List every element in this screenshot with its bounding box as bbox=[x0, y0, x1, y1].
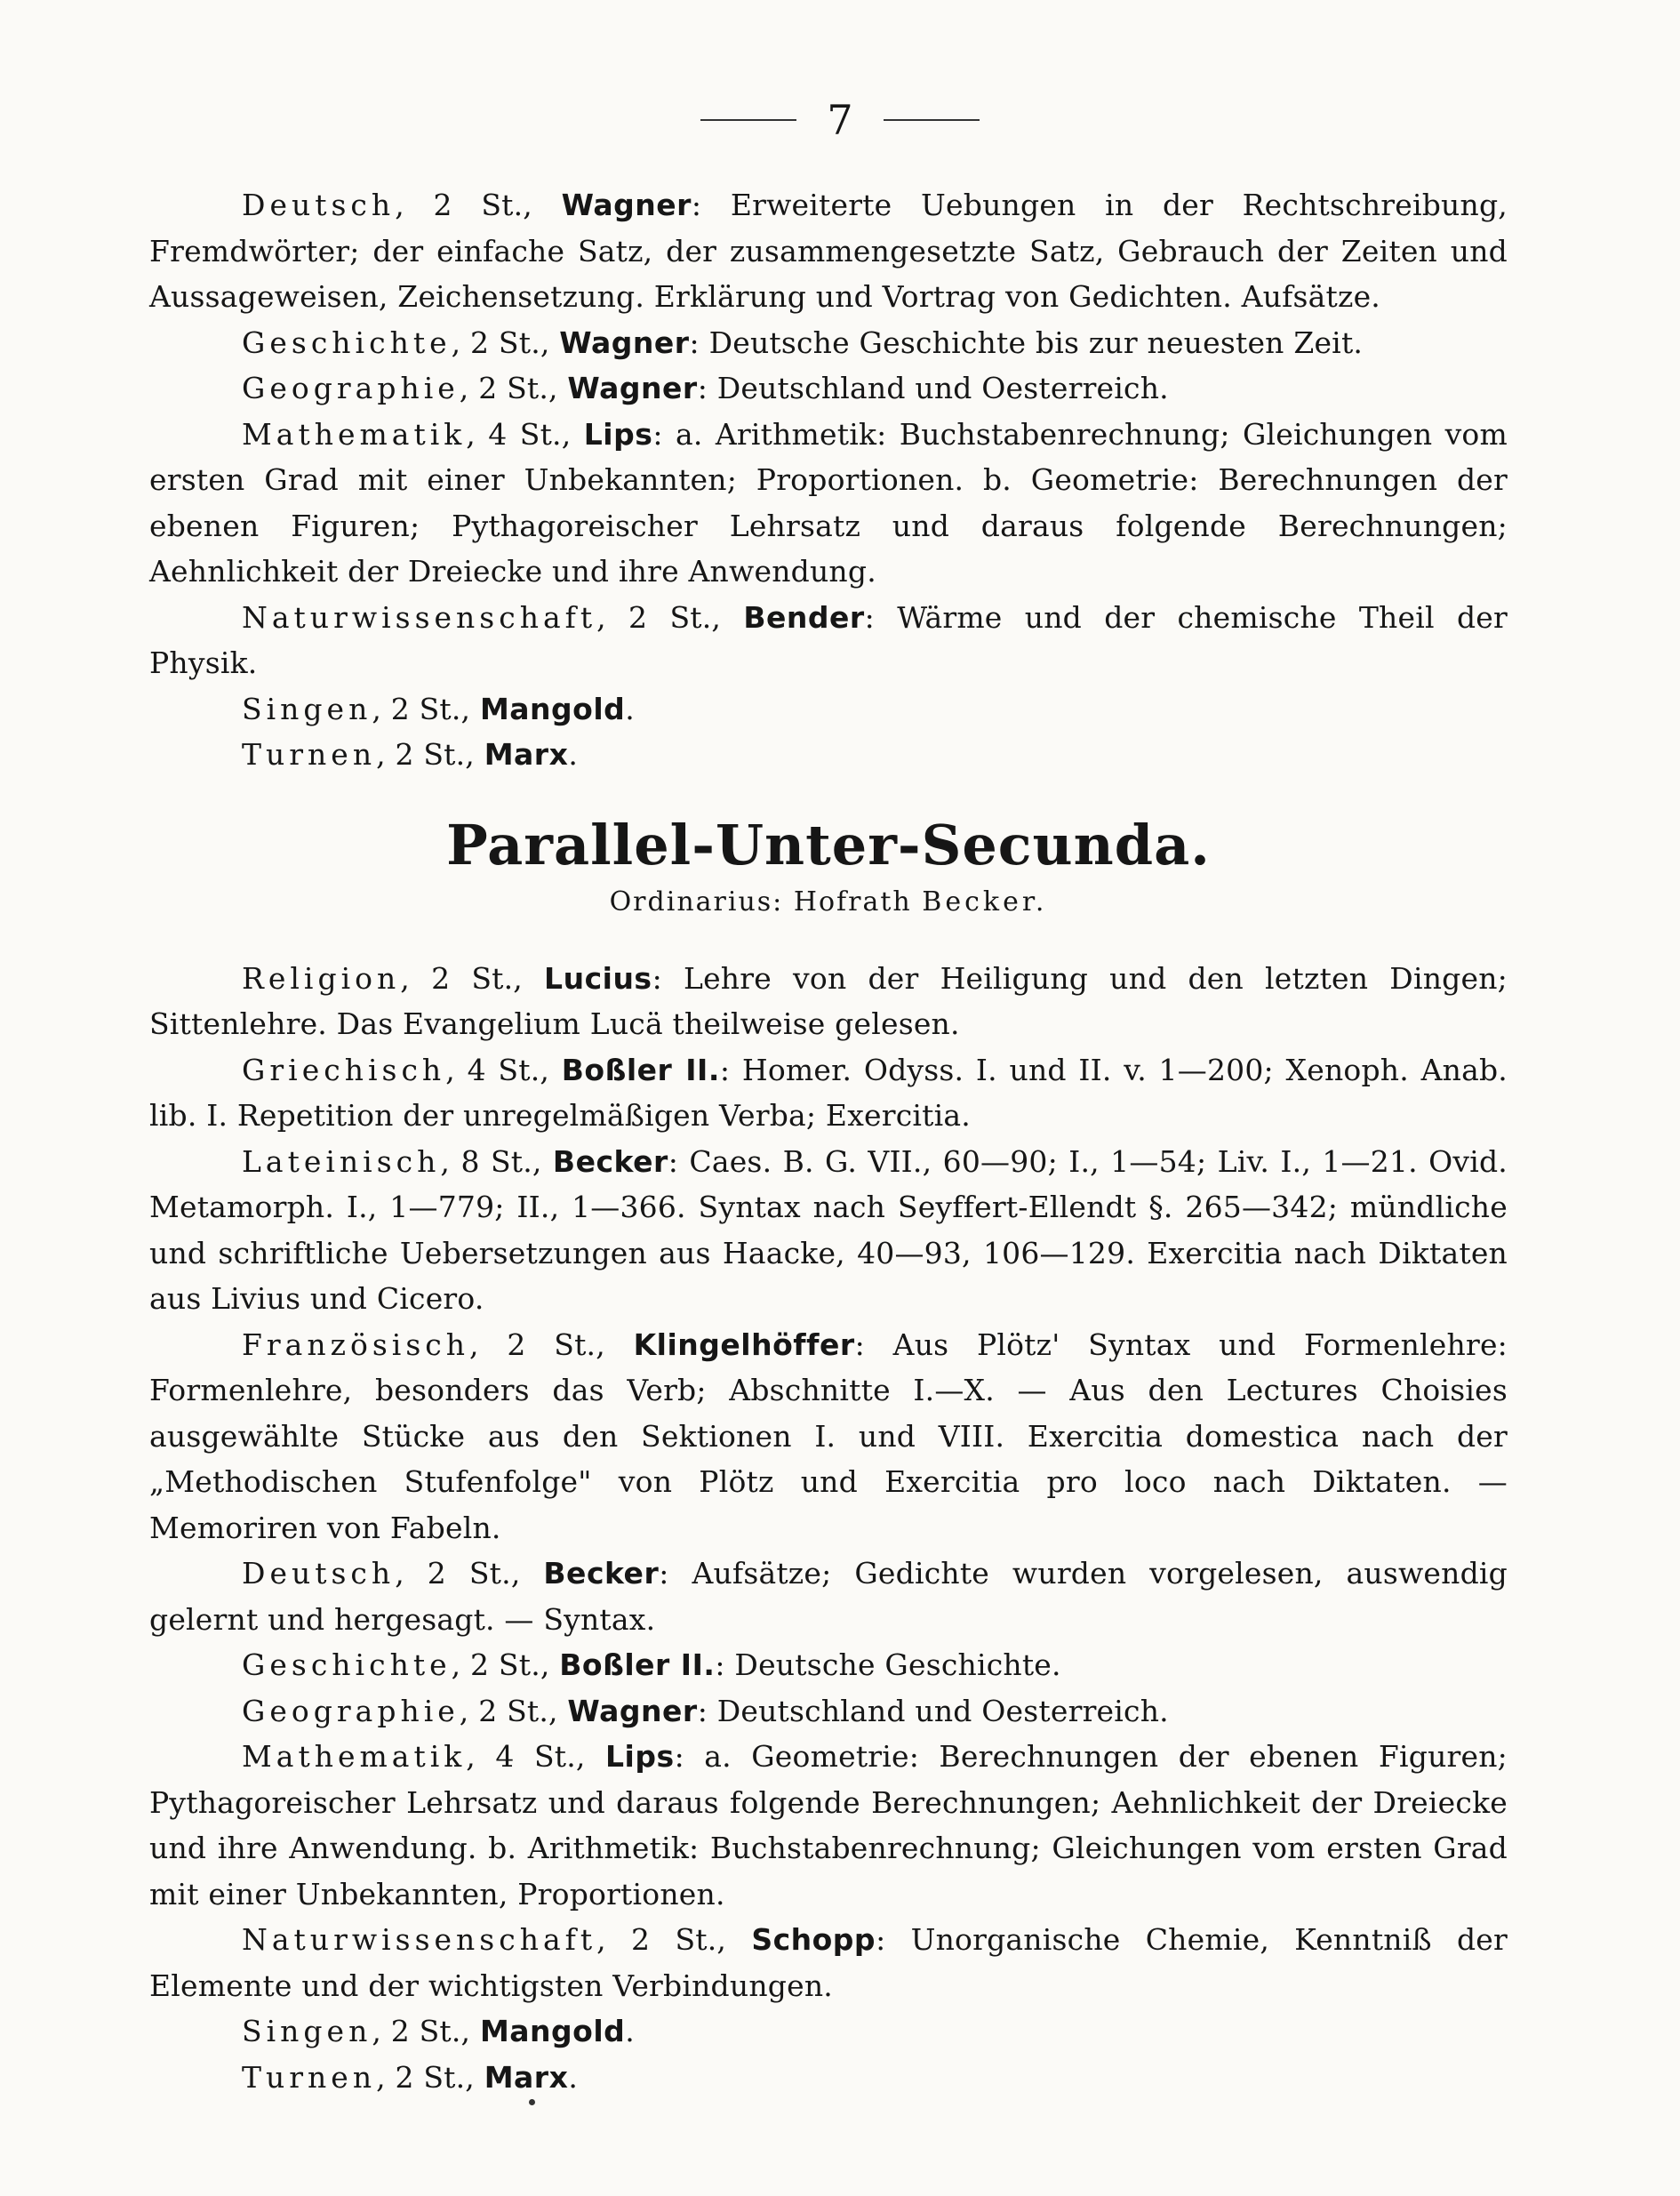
teacher-separator: . bbox=[568, 737, 579, 772]
subject-hours: 2 St., bbox=[390, 2014, 480, 2048]
subject-content: Deutschland und Oesterreich. bbox=[716, 371, 1169, 405]
subject-entry bbox=[149, 1734, 1508, 1917]
subject-entry bbox=[149, 2055, 1508, 2101]
subject-hours: 2 St., bbox=[470, 325, 560, 360]
subject-content: Caes. B. G. VII., 60—90; I., 1—54; Liv. I., 1—21. Ovid. Metamorph. I., 1—779; II., 1—366. Syntax nach Seyffert-Ellendt §. 265—342; mündliche und schriftliche Uebersetzungen aus Haacke, 40—93, 106—129. Exercitia nach Diktaten aus Livius und Cicero. bbox=[149, 1143, 1508, 1316]
subject-name: Mathematik bbox=[242, 1739, 467, 1774]
subject-hours: 2 St., bbox=[628, 599, 744, 635]
subject-name: Deutsch bbox=[242, 1556, 396, 1591]
teacher-name: Wagner bbox=[559, 325, 690, 360]
subject-entry bbox=[149, 1551, 1508, 1642]
subject-hours: 2 St., bbox=[395, 2059, 484, 2095]
subject-hours: 2 St., bbox=[427, 1556, 544, 1591]
section-parallel-untersecunda bbox=[149, 956, 1508, 2101]
teacher-separator: : bbox=[854, 1326, 893, 1362]
subject-name: Geschichte bbox=[242, 1647, 452, 1682]
teacher-separator: : bbox=[659, 1556, 692, 1591]
subject-entry bbox=[149, 365, 1508, 412]
subject-entry bbox=[149, 956, 1508, 1047]
subject-entry bbox=[149, 1688, 1508, 1735]
subject-hours: 2 St., bbox=[395, 737, 484, 772]
subject-entry bbox=[149, 732, 1508, 778]
subject-name: Religion bbox=[242, 960, 401, 996]
subject-name: Geographie bbox=[242, 1693, 460, 1728]
subject-name: Singen bbox=[242, 2014, 372, 2048]
teacher-name: Mangold bbox=[479, 691, 626, 726]
subject-hours: 2 St., bbox=[507, 1326, 634, 1362]
subject-content: Aufsätze; Gedichte wurden vorgelesen, auswendig gelernt und hergesagt. — Syntax. bbox=[149, 1556, 1508, 1637]
teacher-name: Lips bbox=[604, 1739, 675, 1774]
subject-separator: , bbox=[376, 737, 396, 772]
teacher-name: Mangold bbox=[479, 2014, 626, 2048]
header-rule-left bbox=[700, 119, 796, 121]
subject-hours: 4 St., bbox=[488, 416, 584, 452]
subject-hours: 2 St., bbox=[390, 691, 480, 726]
subject-entry bbox=[149, 182, 1508, 320]
subject-hours: 4 St., bbox=[467, 1052, 562, 1087]
ordinarius-name: Becker. bbox=[922, 886, 1048, 918]
teacher-name: Bender bbox=[743, 599, 865, 635]
teacher-name: Schopp bbox=[751, 1922, 876, 1957]
subject-entry bbox=[149, 686, 1508, 733]
subject-separator: , bbox=[400, 960, 432, 996]
teacher-separator: : bbox=[652, 960, 684, 996]
subject-separator: , bbox=[466, 416, 489, 452]
subject-content: Deutsche Geschichte bis zur neuesten Zeit. bbox=[708, 325, 1364, 360]
subject-separator: , bbox=[372, 691, 391, 726]
teacher-name: Lips bbox=[583, 416, 653, 452]
subject-entry bbox=[149, 320, 1508, 366]
subject-hours: 2 St., bbox=[470, 1647, 560, 1682]
subject-separator: , bbox=[372, 2014, 391, 2048]
subject-name: Geschichte bbox=[242, 325, 452, 360]
subject-separator: , bbox=[451, 1647, 471, 1682]
subject-name: Deutsch bbox=[242, 188, 396, 222]
teacher-name: Boßler II. bbox=[559, 1647, 716, 1682]
teacher-name: Becker bbox=[543, 1556, 660, 1591]
subject-content: a. Geometrie: Berechnungen der ebenen Figuren; Pythagoreischer Lehrsatz und daraus folgende Berechnungen; Aehnlichkeit der Dreiecke und ihre Anwendung. b. Arithmetik: Buchstabenrechnung; Gleichungen vom ersten Grad mit einer Unbekannten, Proportionen. bbox=[149, 1739, 1508, 1911]
page-text bbox=[149, 182, 1508, 2100]
subject-name: Französisch bbox=[242, 1326, 470, 1362]
subject-entry bbox=[149, 1917, 1508, 2008]
subject-entry bbox=[149, 1642, 1508, 1688]
teacher-separator: : bbox=[876, 1922, 911, 1957]
subject-entry bbox=[149, 595, 1508, 686]
subject-content: Lehre von der Heiligung und den letzten Dingen; Sittenlehre. Das Evangelium Lucä theilweise gelesen. bbox=[149, 960, 1508, 1041]
teacher-separator: : bbox=[697, 1693, 717, 1728]
teacher-name: Lucius bbox=[544, 960, 652, 996]
subject-hours: 4 St., bbox=[495, 1739, 605, 1774]
subject-separator: , bbox=[395, 188, 434, 222]
teacher-separator: : bbox=[697, 371, 717, 405]
teacher-name: Marx bbox=[484, 2059, 569, 2095]
teacher-separator: . bbox=[625, 691, 635, 726]
subject-content: Deutschland und Oesterreich. bbox=[716, 1693, 1169, 1728]
subject-content: Homer. Odyss. I. und II. v. 1—200; Xenoph. Anab. lib. I. Repetition der unregelmäßigen Verba; Exercitia. bbox=[149, 1052, 1508, 1133]
teacher-separator: . bbox=[568, 2059, 579, 2095]
page-header bbox=[0, 96, 1680, 144]
teacher-name: Wagner bbox=[567, 371, 698, 405]
subject-content: Deutsche Geschichte. bbox=[734, 1647, 1061, 1682]
subject-hours: 2 St., bbox=[431, 960, 545, 996]
subject-separator: , bbox=[459, 371, 479, 405]
teacher-separator: . bbox=[625, 2014, 635, 2048]
ordinarius-line bbox=[149, 885, 1508, 920]
teacher-name: Becker bbox=[552, 1143, 668, 1179]
subject-name: Turnen bbox=[242, 2059, 377, 2095]
subject-name: Geographie bbox=[242, 371, 460, 405]
subject-content: Aus Plötz' Syntax und Formenlehre: Formenlehre, besonders das Verb; Abschnitte I.—X. — Aus den Lectures Choisies ausgewählte Stücke aus den Sektionen I. und VIII. Exercitia domestica nach der „Methodischen Stufenfolge" von Plötz und Exercitia pro loco nach Diktaten. — Memoriren von Fabeln. bbox=[149, 1326, 1508, 1545]
subject-name: Griechisch bbox=[242, 1052, 446, 1087]
subject-hours: 2 St., bbox=[478, 1693, 568, 1728]
ordinarius-label: Ordinarius: Hofrath bbox=[609, 886, 923, 918]
subject-separator: , bbox=[440, 1143, 461, 1179]
page-number: 7 bbox=[827, 96, 853, 144]
subject-name: Singen bbox=[242, 691, 372, 726]
subject-entry bbox=[149, 1322, 1508, 1551]
subject-hours: 2 St., bbox=[478, 371, 568, 405]
subject-content: Erweiterte Uebungen in der Rechtschreibung, Fremdwörter; der einfache Satz, der zusammengesetzte Satz, Gebrauch der Zeiten und Aussageweisen, Zeichensetzung. Erklärung und Vortrag von Gedichten. Aufsätze. bbox=[149, 188, 1508, 314]
subject-name: Naturwissenschaft bbox=[242, 599, 597, 635]
subject-hours: 8 St., bbox=[460, 1143, 553, 1179]
subject-content: Wärme und der chemische Theil der Physik. bbox=[149, 599, 1508, 680]
teacher-separator: : bbox=[689, 325, 709, 360]
ink-dot bbox=[529, 2099, 535, 2105]
subject-separator: , bbox=[596, 1922, 632, 1957]
teacher-separator: : bbox=[719, 1052, 742, 1087]
subject-entry bbox=[149, 1139, 1508, 1322]
subject-name: Naturwissenschaft bbox=[242, 1922, 597, 1957]
teacher-separator: : bbox=[674, 1739, 705, 1774]
subject-name: Mathematik bbox=[242, 416, 467, 452]
subject-separator: , bbox=[445, 1052, 468, 1087]
subject-content: a. Arithmetik: Buchstabenrechnung; Gleichungen vom ersten Grad mit einer Unbekannten; Proportionen. b. Geometrie: Berechnungen der ebenen Figuren; Pythagoreischer Lehrsatz und daraus folgende Berechnungen; Aehnlichkeit der Dreiecke und ihre Anwendung. bbox=[149, 416, 1508, 589]
section-title: Parallel-Unter-Secunda. bbox=[446, 812, 1211, 878]
subject-entry bbox=[149, 2008, 1508, 2055]
subject-name: Lateinisch bbox=[242, 1143, 441, 1179]
subject-separator: , bbox=[376, 2059, 396, 2095]
teacher-name: Wagner bbox=[567, 1693, 698, 1728]
teacher-name: Wagner bbox=[561, 188, 692, 222]
header-rule-right bbox=[884, 119, 980, 121]
teacher-separator: : bbox=[715, 1647, 735, 1682]
teacher-separator: : bbox=[864, 599, 898, 635]
subject-hours: 2 St., bbox=[433, 188, 562, 222]
teacher-separator: : bbox=[668, 1143, 690, 1179]
subject-separator: , bbox=[459, 1693, 479, 1728]
subject-content: Unorganische Chemie, Kenntniß der Elemente und der wichtigsten Verbindungen. bbox=[149, 1922, 1508, 2003]
subject-entry bbox=[149, 1047, 1508, 1139]
subject-name: Turnen bbox=[242, 737, 377, 772]
subject-separator: , bbox=[395, 1556, 428, 1591]
subject-separator: , bbox=[596, 599, 629, 635]
teacher-name: Boßler II. bbox=[561, 1052, 720, 1087]
subject-separator: , bbox=[469, 1326, 508, 1362]
subject-separator: , bbox=[451, 325, 471, 360]
teacher-separator: : bbox=[691, 188, 731, 222]
subject-entry bbox=[149, 412, 1508, 595]
teacher-name: Klingelhöffer bbox=[633, 1326, 855, 1362]
teacher-separator: : bbox=[652, 416, 676, 452]
subject-hours: 2 St., bbox=[631, 1922, 752, 1957]
teacher-name: Marx bbox=[484, 737, 569, 772]
subject-separator: , bbox=[466, 1739, 496, 1774]
section-untersecunda-continued bbox=[149, 182, 1508, 778]
